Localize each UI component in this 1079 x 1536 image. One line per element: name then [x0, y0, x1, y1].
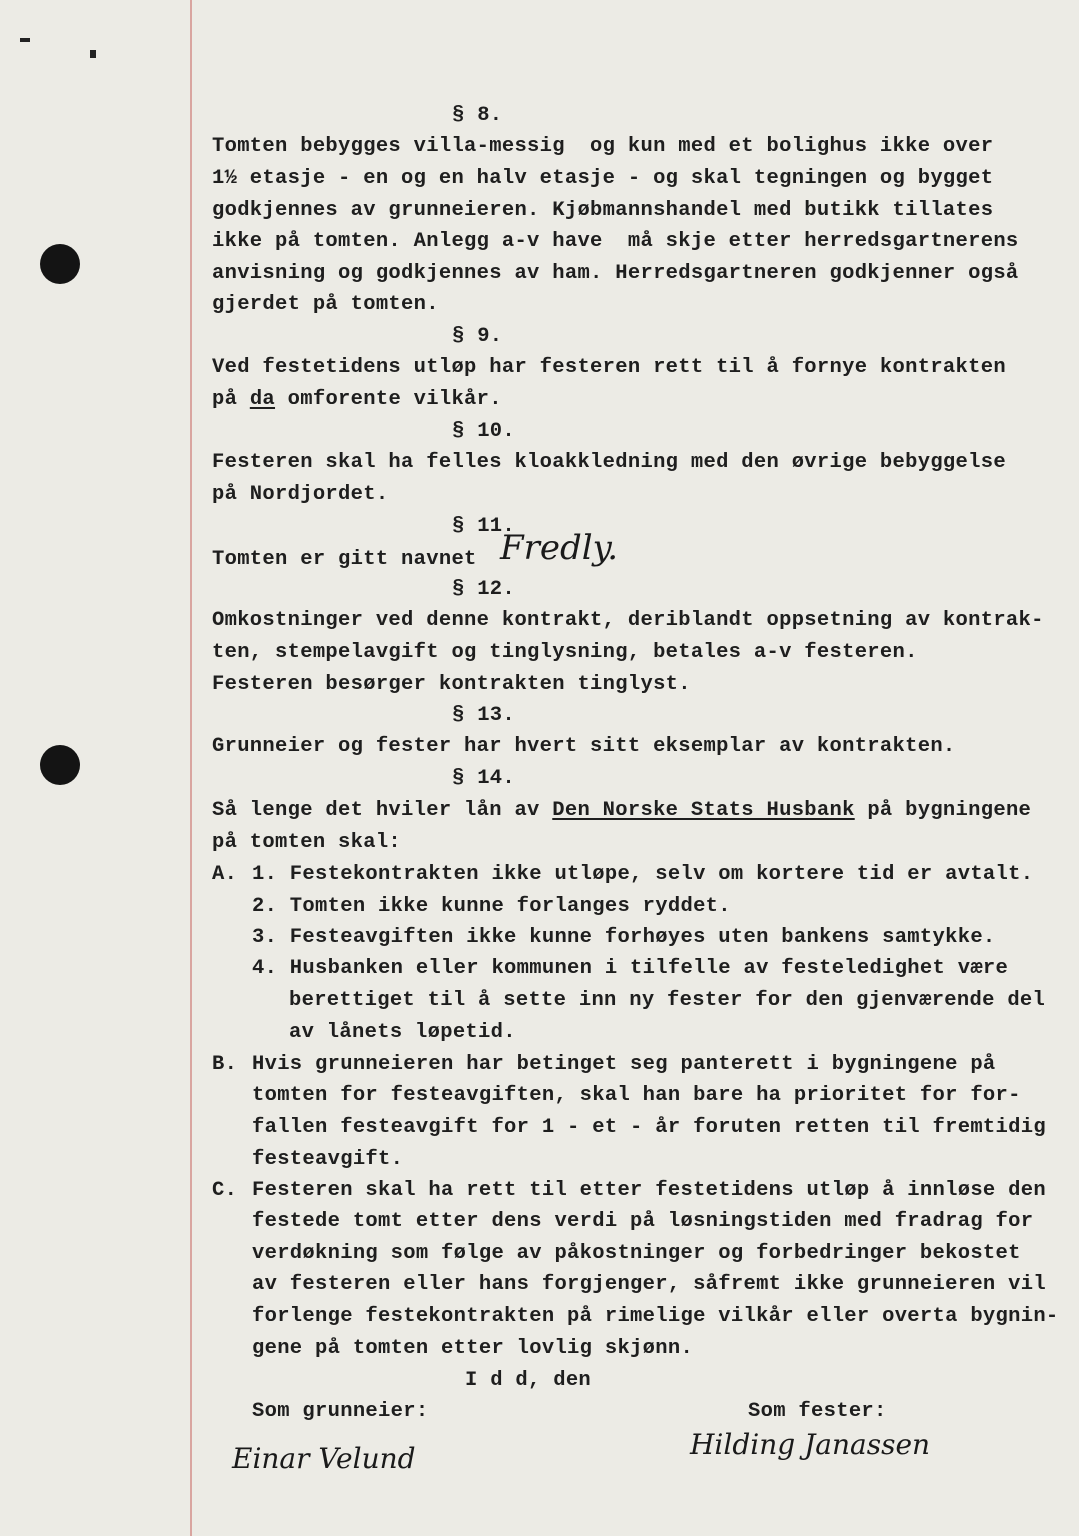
list-item: 3. Festeavgiften ikke kunne forhøyes uten bankens samtykke. [252, 926, 996, 949]
owner-signature: Einar Velund [232, 1442, 416, 1475]
text-span: på bygningene [854, 799, 1032, 822]
list-label: A. [212, 863, 238, 886]
text-line: Tomten bebygges villa-messig og kun med et bolighus ikke over [212, 135, 994, 158]
corner-mark [90, 50, 96, 58]
list-item: 1. Festekontrakten ikke utløpe, selv om kortere tid er avtalt. [252, 863, 1034, 886]
text-line: Hvis grunneieren har betinget seg panterett i bygningene på [252, 1053, 996, 1076]
text-line: ikke på tomten. Anlegg a-v have må skje etter herredsgartnerens [212, 230, 1019, 253]
text-span: omforente vilkår. [275, 388, 502, 411]
list-label: C. [212, 1179, 238, 1202]
place-date: I d d, den [465, 1369, 592, 1392]
text-line: festede tomt etter dens verdi på løsningstiden med fradrag for [252, 1210, 1034, 1233]
text-line: fallen festeavgift for 1 - et - år foruten retten til fremtidig [252, 1116, 1046, 1139]
section-heading: § 11. [452, 515, 516, 538]
margin-line [190, 0, 192, 1536]
list-item: 2. Tomten ikke kunne forlanges ryddet. [252, 895, 731, 918]
text-line: godkjennes av grunneieren. Kjøbmannshandel med butikk tillates [212, 199, 994, 222]
text-line: Tomten er gitt navnet [212, 548, 477, 571]
text-line: 1½ etasje - en og en halv etasje - og skal tegningen og bygget [212, 167, 994, 190]
text-line: festeavgift. [252, 1148, 404, 1171]
text-line: Festeren skal ha rett til etter festetidens utløp å innløse den [252, 1179, 1046, 1202]
text-line: Omkostninger ved denne kontrakt, deriblandt oppsetning av kontrak- [212, 609, 1044, 632]
text-line: gjerdet på tomten. [212, 293, 439, 316]
underlined-bank-name: Den Norske Stats Husbank [552, 799, 855, 822]
list-item: berettiget til å sette inn ny fester for den gjenværende del [289, 989, 1046, 1012]
text-line: verdøkning som følge av påkostninger og forbedringer bekostet [252, 1242, 1021, 1265]
text-line: på tomten skal: [212, 831, 402, 854]
section-heading: § 9. [452, 325, 503, 348]
section-heading: § 10. [452, 420, 516, 443]
text-line [212, 799, 1031, 823]
owner-label: Som grunneier: [252, 1400, 429, 1423]
corner-mark [20, 38, 30, 42]
text-line [212, 388, 502, 412]
text-line: Grunneier og fester har hvert sitt eksemplar av kontrakten. [212, 735, 956, 758]
text-line: Festeren skal ha felles kloakkledning med den øvrige bebyggelse [212, 451, 1006, 474]
fester-signature: Hilding Janassen [690, 1428, 931, 1461]
section-heading: § 13. [452, 704, 516, 727]
text-line: Ved festetidens utløp har festeren rett til å fornye kontrakten [212, 356, 1006, 379]
text-line: tomten for festeavgiften, skal han bare ha prioritet for for- [252, 1084, 1021, 1107]
text-span: Så lenge det hviler lån av [212, 799, 553, 822]
text-line: forlenge festekontrakten på rimelige vilkår eller overta bygnin- [252, 1305, 1059, 1328]
fester-label: Som fester: [748, 1400, 887, 1423]
text-span: på [212, 388, 250, 411]
punch-hole [40, 244, 80, 284]
text-line: gene på tomten etter lovlig skjønn. [252, 1337, 694, 1360]
underlined-word: da [249, 388, 276, 411]
section-heading: § 8. [452, 104, 503, 127]
list-item: 4. Husbanken eller kommunen i tilfelle av festeledighet være [252, 957, 1009, 980]
handwritten-name: Fredly. [500, 528, 619, 568]
section-heading: § 14. [452, 767, 516, 790]
section-heading: § 12. [452, 578, 516, 601]
text-line: av festeren eller hans forgjenger, såfremt ikke grunneieren vil [252, 1273, 1046, 1296]
text-line: ten, stempelavgift og tinglysning, betales a-v festeren. [212, 641, 918, 664]
punch-hole [40, 745, 80, 785]
text-line: Festeren besørger kontrakten tinglyst. [212, 673, 691, 696]
text-line: på Nordjordet. [212, 483, 389, 506]
list-item: av lånets løpetid. [289, 1021, 516, 1044]
text-line: anvisning og godkjennes av ham. Herredsgartneren godkjenner også [212, 262, 1019, 285]
list-label: B. [212, 1053, 238, 1076]
